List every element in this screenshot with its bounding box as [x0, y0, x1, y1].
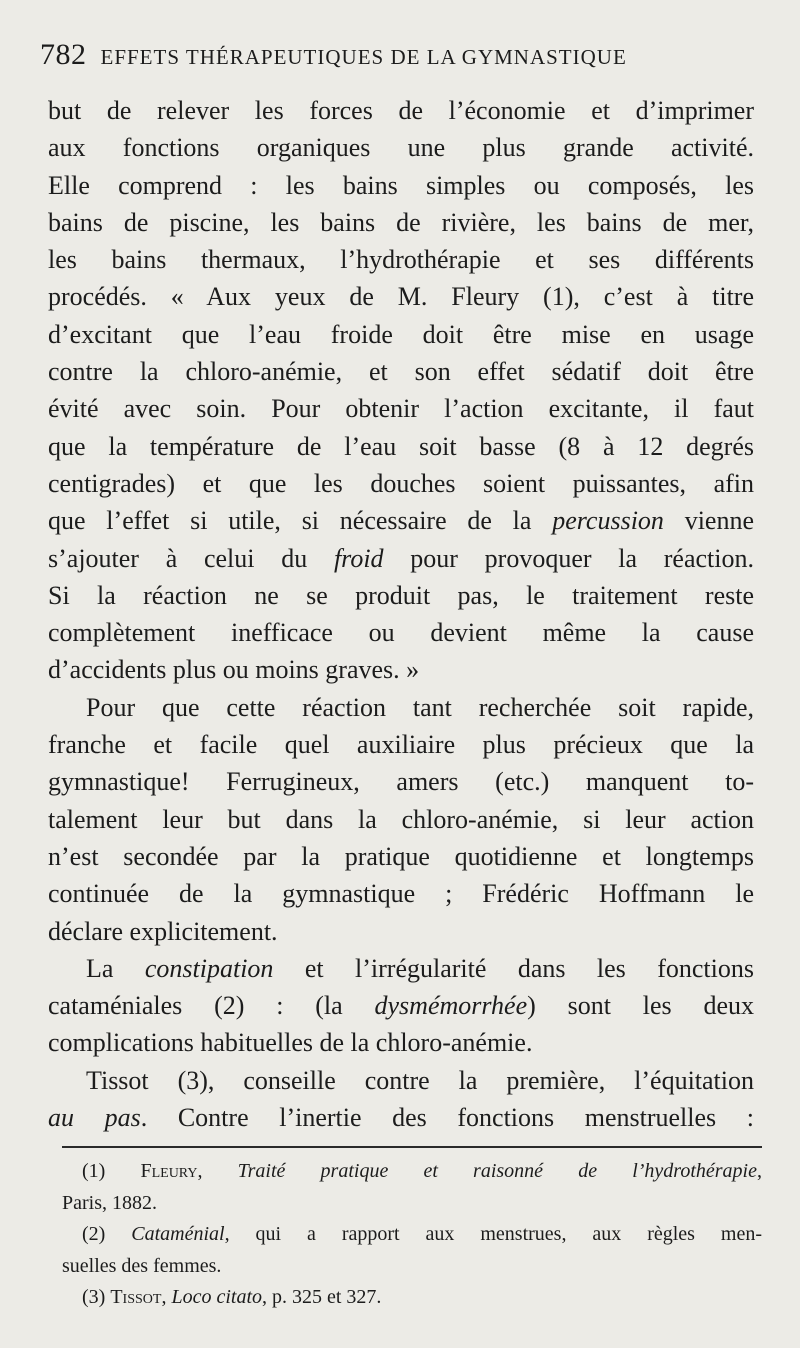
text-span: s’ajouter à celui du: [48, 543, 334, 573]
footnote-term: Cataménial: [131, 1223, 225, 1245]
footnotes: [62, 1156, 762, 1314]
text-line: [48, 502, 754, 539]
footnote-title: Traité pratique et raisonné de l’hydrothérapie: [237, 1160, 757, 1182]
text-line: aux fonctions organiques une plus grande activité.: [48, 133, 754, 163]
footnote-2: [62, 1219, 762, 1251]
text-span: pour provoquer la réaction.: [383, 543, 754, 573]
footnote-1: [62, 1156, 762, 1188]
text-span: . Contre l’inertie des fonctions menstruelles :: [140, 1103, 754, 1133]
text-line: d’accidents plus ou moins graves. »: [48, 655, 420, 685]
italic-term: constipation: [144, 953, 274, 983]
body-text: [48, 92, 754, 1136]
text-span: ,: [757, 1160, 762, 1182]
text-span: ) sont les deux: [527, 991, 755, 1021]
footnote-3: [62, 1282, 762, 1314]
text-span: et l’irrégularité dans les fonctions: [273, 953, 754, 983]
text-span: ,: [197, 1160, 238, 1182]
footnote-1-continued: Paris, 1882.: [62, 1191, 157, 1214]
text-line: gymnastique! Ferrugineux, amers (etc.) manquent to-: [48, 767, 754, 797]
footnote-2-continued: suelles des femmes.: [62, 1254, 222, 1277]
text-span: cataméniales (2) : (la: [48, 991, 375, 1021]
text-line: Tissot (3), conseille contre la première, l’équitation: [86, 1065, 754, 1095]
text-span: , qui a rapport aux menstrues, aux règles men-: [224, 1223, 762, 1245]
text-line: Si la réaction ne se produit pas, le traitement reste: [48, 580, 754, 610]
text-line: évité avec soin. Pour obtenir l’action excitante, il faut: [48, 394, 754, 424]
text-line: Pour que cette réaction tant recherchée soit rapide,: [86, 692, 754, 722]
italic-term: dysmémorrhée: [374, 991, 528, 1021]
footnote-title: Loco citato: [171, 1286, 262, 1308]
text-line: franche et facile quel auxiliaire plus précieux que la: [48, 730, 754, 760]
page-number: 782: [40, 38, 87, 71]
text-line: [48, 1099, 754, 1136]
text-line: [48, 950, 754, 987]
text-line: complètement inefficace ou devient même la cause: [48, 618, 754, 648]
page-header: [40, 38, 740, 78]
text-line: but de relever les forces de l’économie et d’imprimer: [48, 96, 754, 125]
text-line: continuée de la gymnastique ; Frédéric Hoffmann le: [48, 879, 754, 909]
italic-term: au pas: [48, 1103, 141, 1133]
text-span: que l’effet si utile, si nécessaire de la: [48, 506, 553, 536]
italic-term: froid: [333, 543, 384, 573]
italic-term: percussion: [552, 506, 664, 536]
text-line: complications habituelles de la chloro-anémie.: [48, 1028, 533, 1058]
text-line: n’est secondée par la pratique quotidienne et longtemps: [48, 841, 754, 871]
text-line: talement leur but dans la chloro-anémie, si leur action: [48, 804, 754, 834]
text-line: que la température de l’eau soit basse (8 à 12 degrés: [48, 431, 754, 461]
text-line: procédés. « Aux yeux de M. Fleury (1), c’est à titre: [48, 282, 754, 312]
text-span: , p. 325 et 327.: [262, 1286, 382, 1308]
footnote-author: Fleury: [140, 1160, 198, 1182]
text-span: vienne: [663, 506, 754, 536]
text-line: contre la chloro-anémie, et son effet sédatif doit être: [48, 357, 754, 387]
footnote-mark: (2): [82, 1223, 132, 1245]
text-line: d’excitant que l’eau froide doit être mise en usage: [48, 319, 754, 349]
text-line: les bains thermaux, l’hydrothérapie et ses différents: [48, 245, 754, 275]
footnote-mark: (1): [82, 1160, 141, 1182]
text-line: Elle comprend : les bains simples ou composés, les: [48, 170, 754, 200]
text-line: centigrades) et que les douches soient puissantes, afin: [48, 468, 754, 498]
text-line: déclare explicitement.: [48, 916, 278, 946]
footnote-mark: (3): [82, 1286, 111, 1308]
footnote-divider: [62, 1146, 762, 1148]
text-span: ,: [161, 1286, 172, 1308]
text-span: La: [86, 953, 145, 983]
running-title: EFFETS THÉRAPEUTIQUES DE LA GYMNASTIQUE: [100, 45, 627, 69]
text-line: [48, 987, 754, 1024]
text-line: bains de piscine, les bains de rivière, les bains de mer,: [48, 207, 754, 237]
text-line: [48, 540, 754, 577]
footnote-author: Tissot: [110, 1286, 162, 1308]
